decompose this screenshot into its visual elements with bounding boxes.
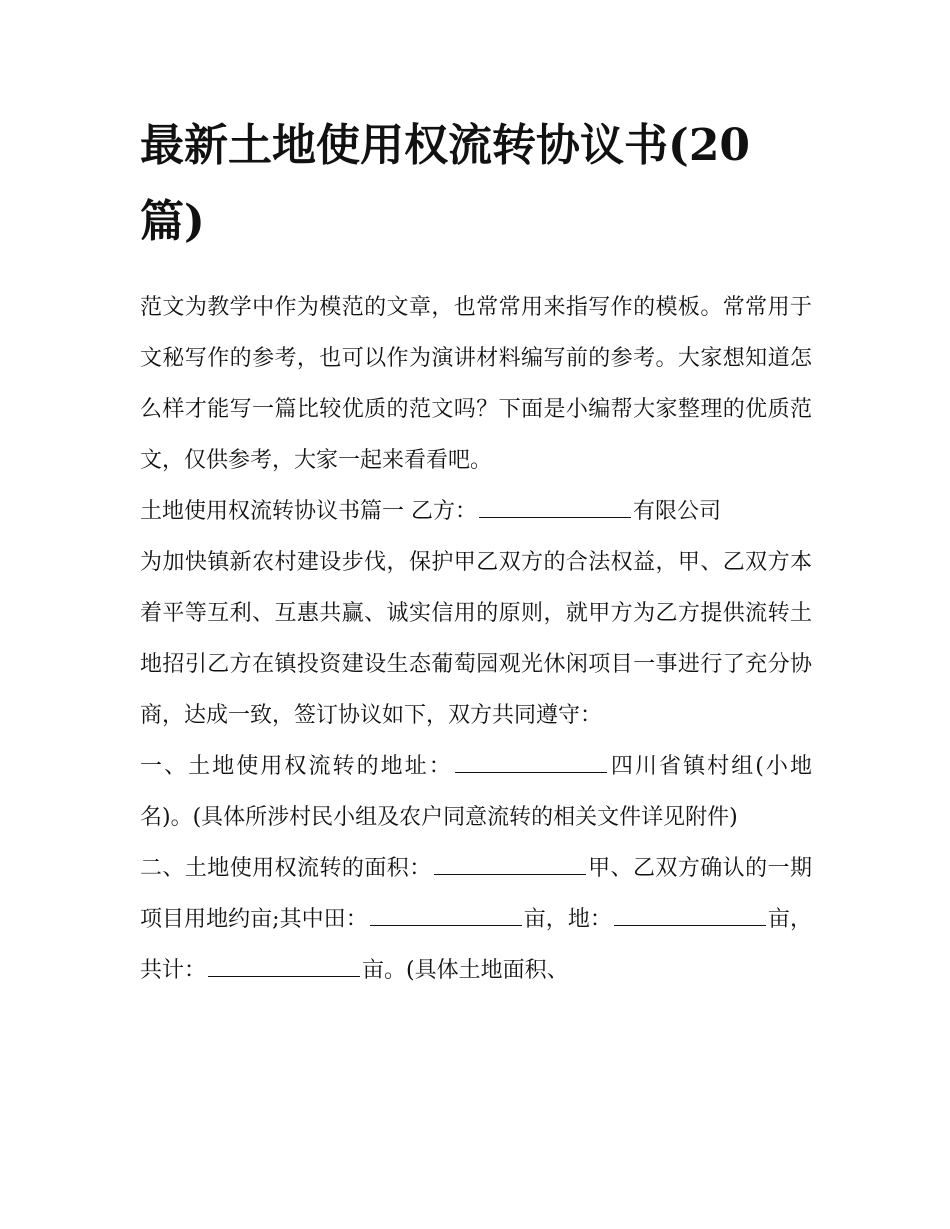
blank-line bbox=[208, 975, 360, 977]
blank-line bbox=[455, 771, 607, 773]
clause-2-text-a: 甲、乙双方确认的一期项目用地约亩;其中田： bbox=[140, 856, 812, 932]
clause-2-text-c: 亩，共计： bbox=[140, 907, 812, 983]
document-title: 最新土地使用权流转协议书(20篇) bbox=[140, 120, 751, 247]
blank-line bbox=[370, 924, 522, 926]
section-1-heading-company: 有限公司 bbox=[633, 499, 722, 524]
clause-1-text: 四川省镇村组(小地名)。(具体所涉村民小组及农户同意流转的相关文件详见附件) bbox=[140, 754, 812, 830]
clause-2 bbox=[140, 843, 812, 996]
clause-2-text-d: 亩。(具体土地面积、 bbox=[362, 958, 569, 983]
intro-paragraph: 范文为教学中作为模范的文章，也常常用来指写作的模板。常常用于文秘写作的参考，也可以作为演讲材料编写前的参考。大家想知道怎么样才能写一篇比较优质的范文吗？下面是小编帮大家整理的优质范文，仅供参考，大家一起来看看吧。 bbox=[140, 295, 812, 473]
clause-1 bbox=[140, 741, 812, 843]
section-1-body: 为加快镇新农村建设步伐，保护甲乙双方的合法权益，甲、乙双方本着平等互利、互惠共赢、诚实信用的原则，就甲方为乙方提供流转土地招引乙方在镇投资建设生态葡萄园观光休闲项目一事进行了充分协商，达成一致，签订协议如下，双方共同遵守： bbox=[140, 550, 812, 728]
clause-2-label: 二、土地使用权流转的面积： bbox=[140, 856, 432, 881]
document-page bbox=[140, 108, 812, 996]
clause-2-text-b: 亩，地： bbox=[523, 907, 612, 932]
clause-1-label: 一、土地使用权流转的地址： bbox=[140, 754, 453, 779]
section-1-heading bbox=[140, 486, 812, 537]
blank-line bbox=[614, 924, 766, 926]
section-1-heading-text: 土地使用权流转协议书篇一 乙方： bbox=[140, 499, 477, 524]
blank-line bbox=[479, 516, 631, 518]
blank-line bbox=[434, 873, 586, 875]
